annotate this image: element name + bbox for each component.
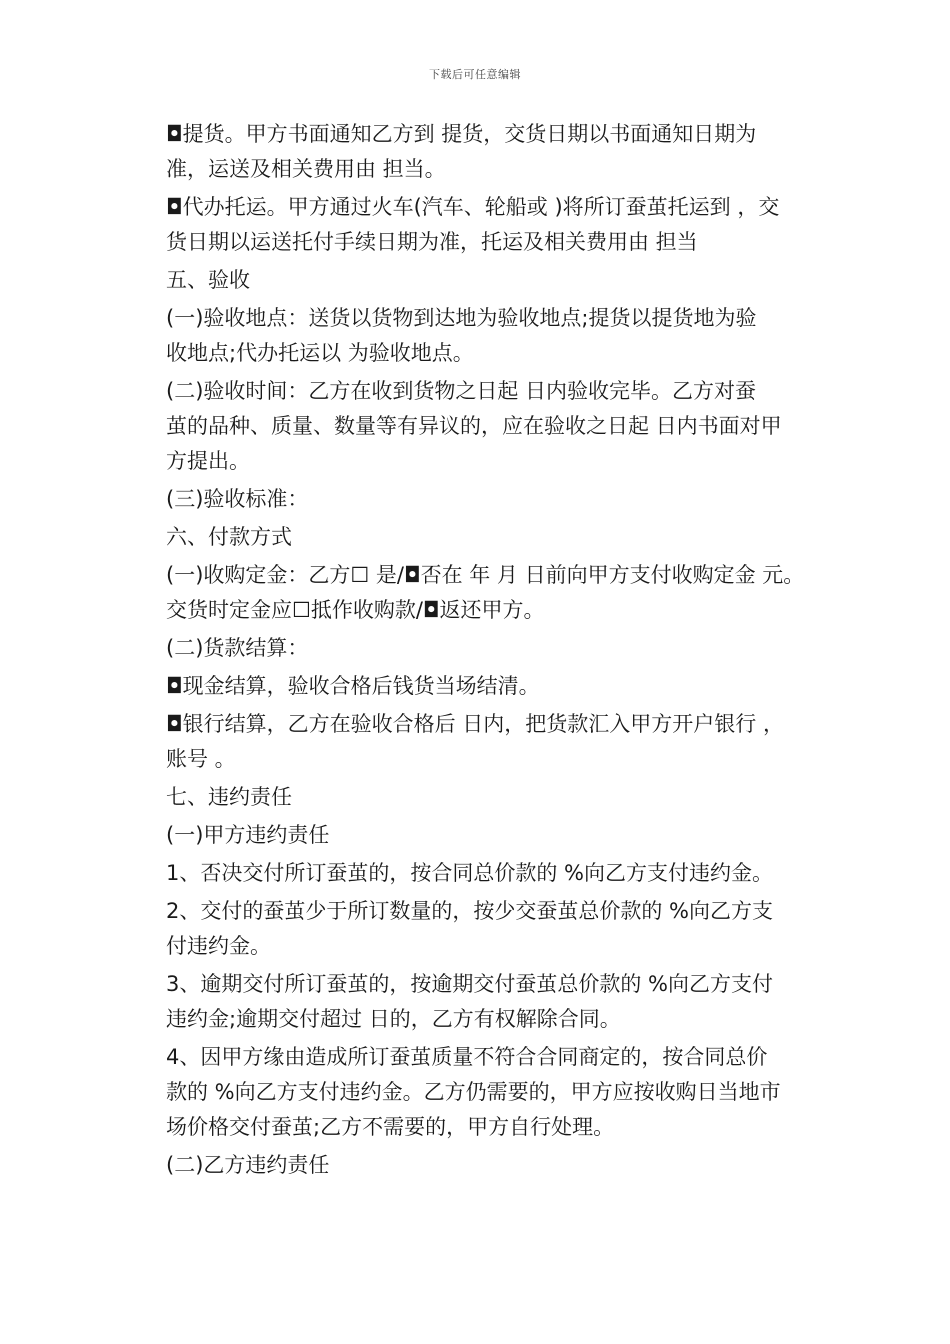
text-line: ◘银行结算，乙方在验收合格后 日内，把货款汇入甲方开户银行 ， [166,712,784,736]
text-line: 六、付款方式 [166,525,292,549]
paragraph-pickup [145,117,820,187]
text-line: 场价格交付蚕茧;乙方不需要的，甲方自行处理。 [166,1115,615,1139]
text-line: 付违约金。 [166,934,271,958]
text-line: 4、因甲方缘由造成所订蚕茧质量不符合合同商定的，按合同总价 [166,1045,768,1069]
text-line: (一)验收地点：送货以货物到达地为验收地点;提货以提货地为验 [166,306,757,330]
text-line: 1、否决交付所订蚕茧的，按合同总价款的 %向乙方支付违约金。 [166,861,773,885]
paragraph-bank-settlement [145,707,820,777]
paragraph-acceptance-standard [145,482,820,517]
text-line: ◘现金结算，验收合格后钱货当场结清。 [166,674,540,698]
text-line: 2、交付的蚕茧少于所订数量的，按少交蚕茧总价款的 %向乙方支 [166,899,773,923]
paragraph-party-b-liability [145,1148,820,1183]
text-line: ◘代办托运。甲方通过火车(汽车、轮船或 )将所订蚕茧托运到 ，交 [166,195,780,219]
text-line: ◘提货。甲方书面通知乙方到 提货，交货日期以书面通知日期为 [166,122,757,146]
text-line: 收地点;代办托运以 为验收地点。 [166,341,474,365]
section-heading-liability [145,780,820,815]
text-line: 五、验收 [166,268,250,292]
text-line: (一)收购定金：乙方☐ 是/◘否在 年 月 日前向甲方支付收购定金 元。 [166,563,805,587]
text-line: (二)乙方违约责任 [166,1153,330,1177]
paragraph-item-2 [145,894,820,964]
text-line: 货日期以运送托付手续日期为准，托运及相关费用由 担当 [166,230,698,254]
text-line: 七、违约责任 [166,785,292,809]
text-line: 交货时定金应☐抵作收购款/◘返还甲方。 [166,598,545,622]
text-line: 账号 。 [166,747,236,771]
text-line: (二)验收时间：乙方在收到货物之日起 日内验收完毕。乙方对蚕 [166,379,757,403]
section-heading-payment [145,520,820,555]
paragraph-item-4 [145,1040,820,1145]
text-line: 3、逾期交付所订蚕茧的，按逾期交付蚕茧总价款的 %向乙方支付 [166,972,773,996]
section-heading-acceptance [145,263,820,298]
text-line: (二)货款结算： [166,636,309,660]
paragraph-settlement [145,631,820,666]
paragraph-party-a-liability [145,818,820,853]
text-line: 方提出。 [166,449,250,473]
paragraph-item-3 [145,967,820,1037]
text-line: 茧的品种、质量、数量等有异议的，应在验收之日起 日内书面对甲 [166,414,782,438]
page-header: 下载后可任意编辑 [429,68,521,81]
paragraph-item-1 [145,856,820,891]
document-body [145,117,820,1186]
text-line: 款的 %向乙方支付违约金。乙方仍需要的，甲方应按收购日当地市 [166,1080,781,1104]
text-line: (一)甲方违约责任 [166,823,330,847]
paragraph-consignment [145,190,820,260]
paragraph-acceptance-location [145,301,820,371]
paragraph-acceptance-time [145,374,820,479]
paragraph-cash-settlement [145,669,820,704]
text-line: 违约金;逾期交付超过 日的，乙方有权解除合同。 [166,1007,621,1031]
text-line: 准，运送及相关费用由 担当。 [166,157,446,181]
text-line: (三)验收标准： [166,487,309,511]
paragraph-deposit [145,558,820,628]
